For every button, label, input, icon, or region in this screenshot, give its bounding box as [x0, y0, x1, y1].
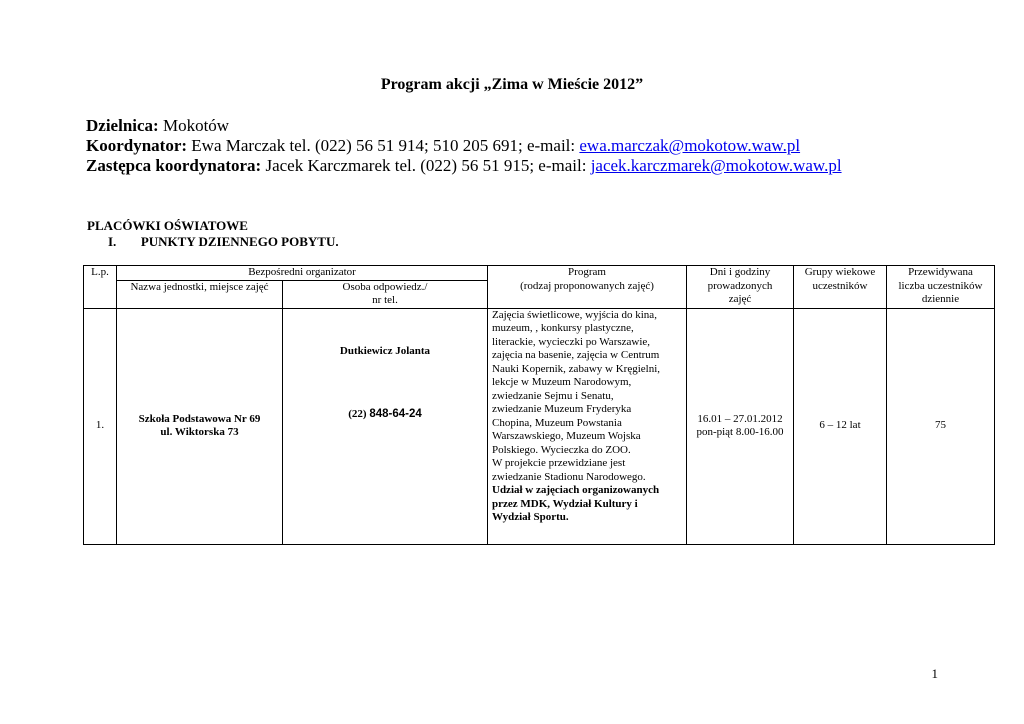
phone-prefix: (22) — [348, 408, 367, 420]
deputy-label: Zastępca koordynatora: — [86, 156, 262, 175]
deputy-email-link[interactable]: jacek.karczmarek@mokotow.waw.pl — [590, 156, 842, 175]
program-line: zwiedzanie Muzeum Fryderyka — [492, 403, 632, 415]
page-number: 1 — [931, 666, 938, 681]
cell-expected-count: 75 — [887, 308, 995, 544]
subsection-number: I. — [108, 234, 117, 249]
header-age-line: uczestników — [812, 279, 868, 292]
deputy-line — [86, 156, 842, 176]
header-age-line: Grupy wiekowe — [804, 266, 876, 278]
header-days-line: zajęć — [728, 293, 752, 305]
cell-person — [283, 308, 488, 544]
header-program-line: (rodzaj proponowanych zajęć) — [520, 279, 654, 292]
program-line: W projekcie przewidziane jest — [492, 457, 626, 469]
coordinator-text: Ewa Marczak tel. (022) 56 51 914; 510 205 691; e-mail: — [191, 136, 580, 155]
dates: 16.01 – 27.01.2012 — [697, 412, 783, 425]
header-program — [488, 266, 687, 309]
phone — [286, 408, 484, 422]
program-bold-line: Udział w zajęciach organizowanych — [492, 484, 660, 496]
cell-program — [488, 308, 687, 544]
program-line: lekcje w Muzeum Narodowym, — [492, 376, 632, 388]
table-row — [84, 308, 995, 544]
cell-school — [117, 308, 283, 544]
program-bold-line: przez MDK, Wydział Kultury i — [492, 497, 638, 510]
header-person-line: nr tel. — [372, 294, 398, 306]
program-line: Polskiego. Wycieczka do ZOO. — [492, 443, 631, 456]
program-line: Zajęcia świetlicowe, wyjścia do kina, — [492, 308, 657, 321]
program-line: Nauki Kopernik, zabawy w Kręgielni, — [492, 362, 661, 375]
cell-dates — [687, 308, 794, 544]
header-age — [794, 266, 887, 309]
header-lp: L.p. — [84, 266, 117, 309]
coordinator-label: Koordynator: — [86, 136, 188, 155]
program-line: Chopina, Muzeum Powstania — [492, 416, 622, 429]
header-days-line: Dni i godziny — [709, 266, 771, 278]
deputy-text: Jacek Karczmarek tel. (022) 56 51 915; e-mail: — [265, 156, 591, 175]
header-unit-name: Nazwa jednostki, miejsce zajęć — [117, 280, 283, 308]
header-program-line: Program — [568, 266, 606, 278]
person-name: Dutkiewicz Jolanta — [339, 344, 431, 357]
header-person — [283, 280, 488, 308]
header-count-line: Przewidywana — [908, 266, 973, 278]
program-line: zajęcia na basenie, zajęcia w Centrum — [492, 349, 660, 361]
header-count-line: dziennie — [921, 293, 960, 305]
program-line: literackie, wycieczki po Warszawie, — [492, 335, 651, 348]
district-value: Mokotów — [162, 116, 230, 135]
program-line: zwiedzanie Sejmu i Senatu, — [492, 389, 614, 402]
cell-lp: 1. — [84, 308, 117, 544]
header-person-line: Osoba odpowiedz./ — [342, 280, 428, 293]
school-name: Szkoła Podstawowa Nr 69 — [138, 412, 261, 425]
subsection-label: PUNKTY DZIENNEGO POBYTU. — [140, 234, 339, 249]
program-description — [492, 309, 683, 525]
program-line: zwiedzanie Stadionu Narodowego. — [492, 470, 646, 483]
header-organizer: Bezpośredni organizator — [117, 266, 488, 281]
program-line: muzeum, , konkursy plastyczne, — [492, 322, 634, 334]
table-header-row — [84, 266, 995, 281]
section-title: PLACÓWKI OŚWIATOWE — [87, 218, 248, 233]
district-label: Dzielnica: — [86, 116, 159, 135]
subsection-title — [108, 234, 339, 250]
header-count — [887, 266, 995, 309]
hours: pon-piąt 8.00-16.00 — [696, 426, 784, 438]
program-bold-line: Wydział Sportu. — [492, 511, 569, 523]
header-count-line: liczba uczestników — [898, 279, 983, 292]
header-days-line: prowadzonych — [707, 279, 773, 292]
header-days — [687, 266, 794, 309]
coordinator-email-link[interactable]: ewa.marczak@mokotow.waw.pl — [579, 136, 801, 155]
district-line — [86, 116, 229, 136]
program-table — [83, 265, 995, 545]
page-title: Program akcji „Zima w Mieście 2012” — [380, 76, 644, 93]
coordinator-line — [86, 136, 800, 156]
cell-age-group: 6 – 12 lat — [794, 308, 887, 544]
phone-number: 848-64-24 — [369, 408, 422, 420]
school-address: ul. Wiktorska 73 — [160, 426, 239, 438]
program-line: Warszawskiego, Muzeum Wojska — [492, 430, 641, 442]
